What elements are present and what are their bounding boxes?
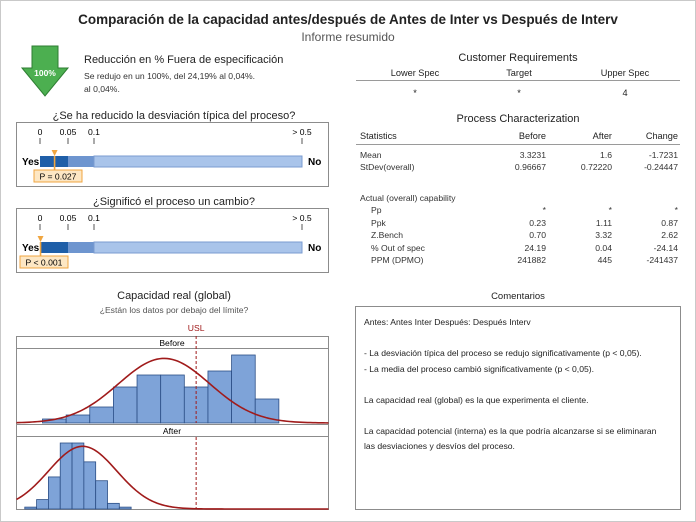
pc-cell-after: 0.04	[595, 242, 612, 253]
comment-line: - La desviación típica del proceso se redujo significativamente (p < 0,05).	[364, 348, 642, 358]
stdev-test-heading: ¿Se ha reducido la desviación típica del proceso?	[52, 110, 296, 122]
pc-cell-after: 445	[597, 255, 612, 265]
comment-line: Antes: Antes Inter Después: Después Interv	[364, 317, 531, 327]
pc-cell-change: -1.7231	[648, 150, 678, 160]
pc-cell-after: 3.32	[595, 230, 612, 240]
customer-req-heading: Customer Requirements	[458, 52, 578, 64]
stdev-tick-0: 0	[37, 127, 43, 137]
mean-no-label: No	[308, 243, 322, 254]
after-panel-title: After	[162, 426, 182, 436]
stdev-tick-2: 0.1	[88, 127, 100, 137]
after-histogram-bar	[25, 507, 37, 509]
pc-cell-label: PPM (DPMO)	[371, 255, 424, 265]
pc-col-after: After	[592, 131, 612, 141]
pc-cell-after: 0.72220	[580, 162, 612, 172]
reduction-line2: al 0,04%.	[84, 84, 120, 94]
comment-line: - La media del proceso cambió significativamente (p < 0,05).	[364, 363, 595, 374]
cr-divider	[356, 80, 680, 81]
after-histogram-bar	[108, 503, 120, 509]
stdev-p-label: P = 0.027	[39, 171, 77, 182]
comments-box	[355, 306, 681, 510]
pc-cell-label: Z.Bench	[371, 230, 404, 240]
pc-cell-before: 24.19	[524, 242, 546, 253]
pc-cell-after: 1.6	[600, 150, 612, 160]
cr-val-target: *	[517, 88, 521, 98]
comment-line: La capacidad real (global) es la que experimenta el cliente.	[364, 394, 589, 405]
stdev-tick-3: > 0.5	[292, 127, 312, 137]
pc-cell-after: 1.11	[595, 217, 612, 228]
stdev-no-label: No	[308, 157, 322, 168]
after-histogram-bar	[37, 500, 49, 509]
pc-cell-change: *	[674, 205, 678, 215]
stdev-yes-label: Yes	[22, 157, 40, 168]
before-histogram-bar	[161, 375, 185, 423]
pc-cell-label: StDev(overall)	[360, 162, 415, 172]
before-histogram-bar	[208, 371, 232, 423]
stdev-bar-not-significant	[94, 156, 302, 167]
report-title: Comparación de la capacidad antes/después de Antes de Inter vs Después de Interv	[78, 12, 618, 27]
mean-tick-3: > 0.5	[292, 213, 312, 223]
pc-cell-before: 3.3231	[519, 150, 546, 160]
mean-p-label: P < 0.001	[25, 257, 63, 268]
pc-col-change: Change	[645, 131, 678, 141]
before-histogram-bar	[137, 375, 161, 423]
pc-cell-before: 0.70	[529, 230, 546, 240]
mean-test-heading: ¿Significó el proceso un cambio?	[92, 196, 256, 208]
before-histogram-bar	[90, 407, 114, 423]
after-histogram-bar	[48, 477, 60, 509]
pc-cell-label: Ppk	[371, 217, 386, 228]
pc-cell-label: % Out of spec	[371, 242, 425, 253]
cr-col-target: Target	[506, 68, 532, 78]
comments-heading: Comentarios	[491, 291, 545, 302]
pc-cell-change: -24.14	[653, 242, 678, 253]
cr-val-lower: *	[413, 88, 417, 98]
after-histogram-bar	[119, 507, 131, 509]
pc-divider	[356, 144, 680, 145]
pc-col-before: Before	[518, 131, 546, 141]
capability-heading: Capacidad real (global)	[117, 290, 231, 302]
cr-col-lower: Lower Spec	[390, 68, 440, 78]
after-histogram-bar	[72, 443, 84, 509]
mean-yes-label: Yes	[22, 243, 40, 254]
report-subtitle: Informe resumido	[301, 30, 395, 44]
usl-label: USL	[187, 323, 205, 333]
reduction-arrow-icon	[20, 44, 70, 98]
capability-histograms	[16, 316, 330, 514]
reduction-line1: Se redujo en un 100%, del 24,19% al 0,04%.	[84, 71, 256, 81]
comment-line: La capacidad potencial (interna) es la que podría alcanzarse si se eliminaran	[364, 425, 657, 436]
stdev-test-panel	[16, 122, 330, 188]
pc-col-statistics: Statistics	[360, 131, 397, 141]
mean-bar-significant	[40, 242, 68, 253]
pc-section-label: Actual (overall) capability	[360, 193, 456, 203]
mean-test-panel	[16, 208, 330, 274]
pc-cell-before: *	[542, 205, 546, 215]
before-panel-title: Before	[159, 338, 185, 348]
mean-bar-not-significant	[94, 242, 302, 253]
after-histogram-bar	[96, 481, 108, 509]
stdev-tick-1: 0.05	[59, 127, 77, 137]
pc-cell-change: -241437	[646, 255, 678, 265]
cr-val-upper: 4	[622, 88, 628, 98]
mean-tick-1: 0.05	[59, 213, 77, 223]
pc-cell-change: 0.87	[661, 217, 678, 228]
pc-cell-before: 0.96667	[514, 162, 546, 172]
pc-cell-label: Mean	[360, 150, 382, 160]
pc-cell-label: Pp	[371, 205, 382, 215]
pc-cell-before: 0.23	[529, 217, 546, 228]
cr-col-upper: Upper Spec	[600, 68, 650, 78]
before-histogram-bar	[113, 387, 137, 423]
mean-bar-marginal	[68, 242, 94, 253]
mean-tick-2: 0.1	[88, 213, 100, 223]
pc-cell-before: 241882	[517, 255, 546, 265]
reduction-arrow-label: 100%	[34, 68, 56, 78]
after-histogram-bar	[84, 462, 96, 509]
stdev-bar-marginal	[68, 156, 94, 167]
comment-line: las desviaciones y desvíos del proceso.	[364, 441, 515, 451]
reduction-heading: Reducción en % Fuera de especificación	[84, 54, 284, 66]
pc-cell-after: *	[608, 205, 612, 215]
mean-tick-0: 0	[37, 213, 43, 223]
process-char-heading: Process Characterization	[456, 113, 580, 125]
capability-subheading: ¿Están los datos por debajo del límite?	[99, 305, 249, 315]
pc-cell-change: -0.24447	[644, 162, 678, 172]
pc-cell-change: 2.62	[661, 230, 678, 240]
